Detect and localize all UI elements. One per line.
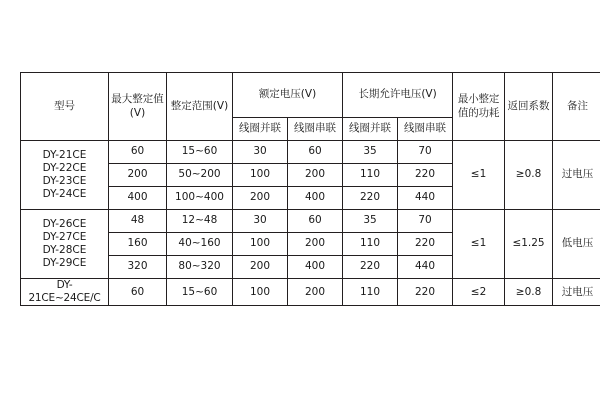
table-row [21, 279, 600, 306]
header-return-coefficient: 返回系数 [505, 73, 553, 141]
cell-set-range: 100~400 [167, 187, 233, 210]
cell-set-range: 15~60 [167, 279, 233, 306]
cell-rated-parallel: 200 [233, 256, 288, 279]
cell-rated-series: 200 [288, 164, 343, 187]
cell-allow-parallel: 35 [343, 141, 398, 164]
cell-set-range: 50~200 [167, 164, 233, 187]
cell-rated-parallel: 100 [233, 233, 288, 256]
model-name: DY-29CE [42, 257, 87, 270]
cell-allow-parallel: 110 [343, 279, 398, 306]
cell-rated-series: 200 [288, 279, 343, 306]
header-allow-coil-series: 线圈串联 [398, 118, 453, 141]
relay-specification-table [20, 72, 600, 306]
cell-max-set: 160 [109, 233, 167, 256]
header-min-set-power: 最小整定值的功耗 [453, 73, 505, 141]
group-model-list-1 [21, 141, 109, 210]
cell-allow-series: 220 [398, 164, 453, 187]
header-remark: 备注 [553, 73, 600, 141]
cell-allow-series: 70 [398, 141, 453, 164]
model-name: DY-28CE [42, 244, 87, 256]
table-header-row-1 [21, 73, 600, 118]
header-long-allow-voltage: 长期允许电压(V) [343, 73, 453, 118]
cell-allow-parallel: 110 [343, 164, 398, 187]
cell-rated-parallel: 200 [233, 187, 288, 210]
cell-max-set: 400 [109, 187, 167, 210]
cell-model: DY-21CE~24CE/C [21, 279, 109, 306]
header-rated-voltage: 额定电压(V) [233, 73, 343, 118]
group-model-list-2 [21, 210, 109, 279]
cell-rated-series: 60 [288, 210, 343, 233]
cell-max-set: 200 [109, 164, 167, 187]
cell-remark: 过电压 [553, 279, 600, 306]
header-rated-coil-series: 线圈串联 [288, 118, 343, 141]
cell-rated-parallel: 100 [233, 164, 288, 187]
header-model: 型号 [21, 73, 109, 141]
cell-rated-series: 200 [288, 233, 343, 256]
header-max-set: 最大整定值(V) [109, 73, 167, 141]
cell-allow-series: 220 [398, 233, 453, 256]
cell-allow-parallel: 110 [343, 233, 398, 256]
cell-allow-parallel: 220 [343, 256, 398, 279]
model-name: DY-27CE [42, 230, 87, 243]
cell-rated-series: 60 [288, 141, 343, 164]
model-name: DY-24CE [42, 188, 87, 201]
table-row [21, 141, 600, 164]
model-name: DY-23CE [42, 175, 87, 187]
cell-remark: 低电压 [553, 210, 600, 279]
model-name: DY-21CE [42, 148, 87, 161]
cell-return-coefficient: ≥0.8 [505, 279, 553, 306]
cell-allow-series: 440 [398, 256, 453, 279]
cell-set-range: 12~48 [167, 210, 233, 233]
cell-allow-series: 70 [398, 210, 453, 233]
cell-allow-series: 220 [398, 279, 453, 306]
cell-rated-parallel: 30 [233, 141, 288, 164]
cell-remark: 过电压 [553, 141, 600, 210]
model-name: DY-26CE [42, 217, 87, 230]
cell-min-set-power: ≤1 [453, 210, 505, 279]
cell-set-range: 80~320 [167, 256, 233, 279]
cell-allow-parallel: 35 [343, 210, 398, 233]
cell-set-range: 15~60 [167, 141, 233, 164]
cell-max-set: 60 [109, 279, 167, 306]
cell-rated-parallel: 100 [233, 279, 288, 306]
cell-max-set: 320 [109, 256, 167, 279]
cell-rated-parallel: 30 [233, 210, 288, 233]
cell-set-range: 40~160 [167, 233, 233, 256]
cell-return-coefficient: ≥0.8 [505, 141, 553, 210]
cell-rated-series: 400 [288, 256, 343, 279]
cell-allow-parallel: 220 [343, 187, 398, 210]
cell-min-set-power: ≤2 [453, 279, 505, 306]
header-rated-coil-parallel: 线圈并联 [233, 118, 288, 141]
cell-return-coefficient: ≤1.25 [505, 210, 553, 279]
cell-rated-series: 400 [288, 187, 343, 210]
header-allow-coil-parallel: 线圈并联 [343, 118, 398, 141]
cell-max-set: 60 [109, 141, 167, 164]
table-row [21, 210, 600, 233]
model-name: DY-22CE [42, 161, 87, 174]
cell-allow-series: 440 [398, 187, 453, 210]
cell-max-set: 48 [109, 210, 167, 233]
header-set-range: 整定范围(V) [167, 73, 233, 141]
cell-min-set-power: ≤1 [453, 141, 505, 210]
